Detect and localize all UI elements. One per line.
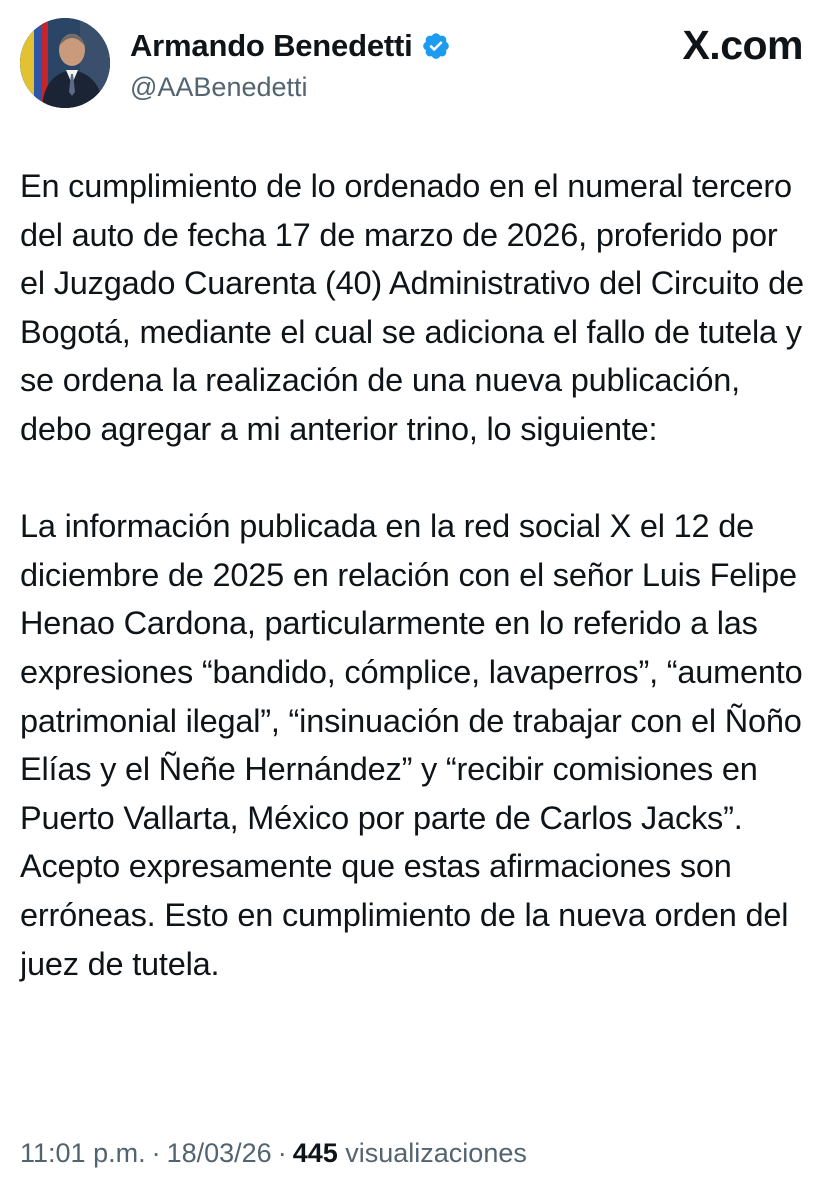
author-handle[interactable]: @AABenedetti bbox=[130, 72, 308, 102]
tweet-time[interactable]: 11:01 p.m. bbox=[20, 1138, 146, 1168]
x-com-logo: X.com bbox=[682, 22, 803, 68]
avatar[interactable] bbox=[20, 18, 110, 108]
author-name-row bbox=[130, 28, 451, 64]
paragraph-spacer bbox=[20, 454, 810, 503]
tweet-date[interactable]: 18/03/26 bbox=[166, 1138, 272, 1168]
author-display-name[interactable]: Armando Benedetti bbox=[130, 28, 413, 63]
views-count: 445 bbox=[292, 1138, 338, 1168]
tweet-meta bbox=[20, 1138, 527, 1169]
meta-separator: · bbox=[277, 1138, 287, 1168]
views-label: visualizaciones bbox=[345, 1138, 527, 1168]
tweet-text bbox=[20, 162, 810, 988]
meta-separator: · bbox=[151, 1138, 161, 1168]
tweet-paragraph: La información publicada en la red social X el 12 de diciembre de 2025 en relación con el señor Luis Felipe Henao Cardona, particularmente en lo referido a las expresiones “bandido, cómplice, lavaperros”, “aumento patrimonial ilegal”, “insinuación de trabajar con el Ñoño Elías y el Ñeñe Hernández” y “recibir comisiones en Puerto Vallarta, México por parte de Carlos Jacks”. Acepto expresamente que estas afirmaciones son erróneas. Esto en cumplimiento de la nueva orden del juez de tutela. bbox=[20, 508, 803, 982]
tweet-paragraph: En cumplimiento de lo ordenado en el numeral tercero del auto de fecha 17 de marzo de 2026, proferido por el Juzgado Cuarenta (40) Administrativo del Circuito de Bogotá, mediante el cual se adiciona el fallo de tutela y se ordena la realización de una nueva publicación, debo agregar a mi anterior trino, lo siguiente: bbox=[20, 168, 804, 447]
avatar-image bbox=[20, 18, 110, 108]
verified-badge-icon bbox=[421, 31, 451, 61]
